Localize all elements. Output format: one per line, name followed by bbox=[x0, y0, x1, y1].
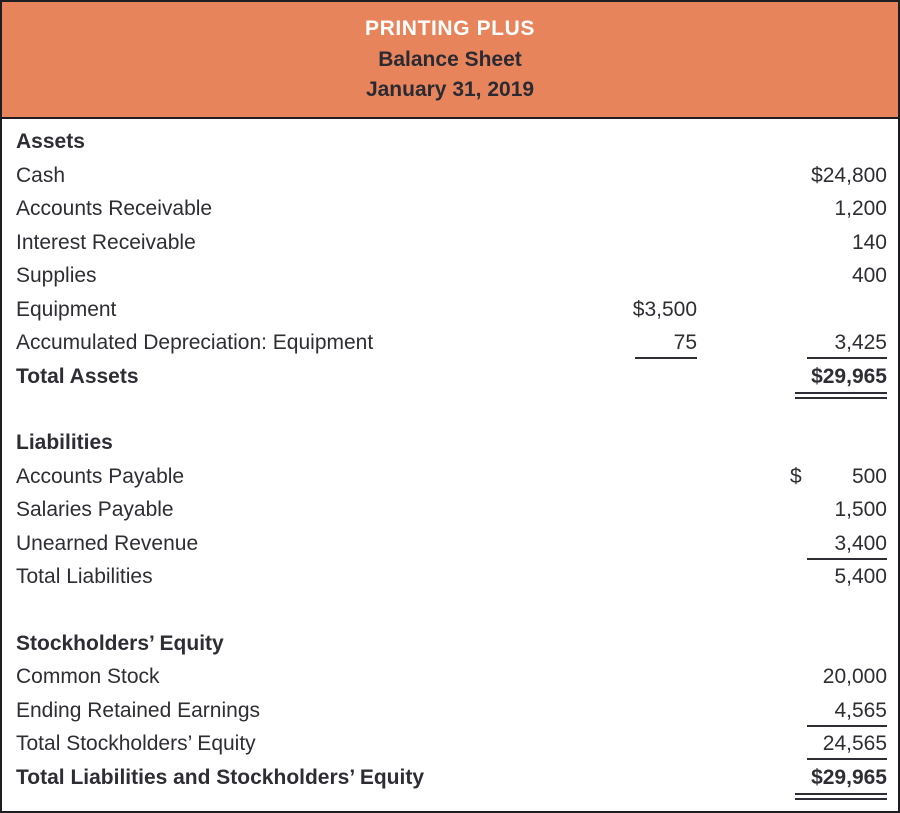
amount-right-column bbox=[767, 732, 887, 760]
total-label: Total Liabilities bbox=[16, 565, 153, 588]
amount-right-column: 20,000 bbox=[822, 665, 887, 688]
double-underlined-total: $29,965 bbox=[795, 365, 887, 399]
account-row-equipment bbox=[2, 298, 898, 332]
amount-right-column bbox=[767, 532, 887, 560]
underlined-amount: 4,565 bbox=[807, 699, 887, 727]
underlined-amount: 75 bbox=[635, 331, 697, 359]
account-row-salaries-payable bbox=[2, 498, 898, 532]
account-label: Ending Retained Earnings bbox=[16, 698, 261, 722]
amount-right-column: 1,500 bbox=[834, 498, 887, 521]
account-row-supplies bbox=[2, 264, 898, 298]
amount-right-column bbox=[767, 465, 887, 489]
report-title: Balance Sheet bbox=[378, 48, 522, 71]
total-label: Total Liabilities and Stockholders’ Equity bbox=[16, 765, 425, 789]
total-row-stockholders-equity bbox=[2, 732, 898, 766]
total-row-assets bbox=[2, 365, 898, 399]
account-row-common-stock bbox=[2, 665, 898, 699]
amount-right-column: 5,400 bbox=[834, 565, 887, 588]
amount-right-column: $24,800 bbox=[811, 163, 887, 187]
account-label: Accounts Receivable bbox=[16, 197, 213, 220]
report-date: January 31, 2019 bbox=[365, 78, 535, 101]
section-heading: Assets bbox=[16, 130, 85, 153]
total-label: Total Assets bbox=[16, 364, 139, 388]
account-label: Equipment bbox=[16, 297, 117, 321]
section-heading: Liabilities bbox=[16, 431, 113, 454]
company-name: PRINTING PLUS bbox=[365, 17, 535, 40]
dollar-sign: $ bbox=[790, 464, 802, 488]
section-heading-row bbox=[2, 431, 898, 465]
account-label: Interest Receivable bbox=[16, 230, 196, 254]
account-row-interest-receivable bbox=[2, 231, 898, 265]
section-stockholders-equity bbox=[2, 632, 898, 800]
total-row-liabilities bbox=[2, 565, 898, 599]
account-label: Accumulated Depreciation: Equipment bbox=[16, 331, 374, 354]
amount-right-column: 140 bbox=[851, 230, 887, 254]
underlined-amount: 24,565 bbox=[807, 732, 887, 760]
amount-middle-column bbox=[577, 331, 697, 359]
amount-middle-column: $3,500 bbox=[632, 297, 697, 321]
underlined-amount: 3,425 bbox=[807, 331, 887, 359]
report-body bbox=[2, 119, 898, 799]
amount-right-column: 400 bbox=[851, 264, 887, 287]
account-label: Accounts Payable bbox=[16, 464, 185, 488]
report-header bbox=[2, 2, 898, 119]
account-row-accounts-payable bbox=[2, 465, 898, 499]
amount-right-column bbox=[767, 331, 887, 359]
account-label: Cash bbox=[16, 163, 66, 187]
account-label: Unearned Revenue bbox=[16, 531, 199, 555]
total-label: Total Stockholders’ Equity bbox=[16, 732, 256, 755]
total-row-liabilities-and-equity bbox=[2, 766, 898, 800]
section-heading-row bbox=[2, 130, 898, 164]
amount-right-column bbox=[767, 365, 887, 399]
amount-right-column: 1,200 bbox=[834, 197, 887, 220]
account-row-ending-retained-earnings bbox=[2, 699, 898, 733]
double-underlined-total: $29,965 bbox=[795, 766, 887, 800]
account-row-unearned-revenue bbox=[2, 532, 898, 566]
section-heading-row bbox=[2, 632, 898, 666]
section-liabilities bbox=[2, 431, 898, 599]
account-label: Common Stock bbox=[16, 665, 160, 688]
section-assets bbox=[2, 130, 898, 398]
account-row-cash bbox=[2, 164, 898, 198]
section-heading: Stockholders’ Equity bbox=[16, 631, 224, 655]
account-label: Supplies bbox=[16, 264, 97, 287]
account-label: Salaries Payable bbox=[16, 498, 174, 521]
amount-right-column bbox=[767, 699, 887, 727]
amount-right-column bbox=[767, 766, 887, 800]
account-row-accumulated-depreciation bbox=[2, 331, 898, 365]
account-row-accounts-receivable bbox=[2, 197, 898, 231]
amount-value: 500 bbox=[851, 464, 887, 488]
underlined-amount: 3,400 bbox=[807, 532, 887, 560]
